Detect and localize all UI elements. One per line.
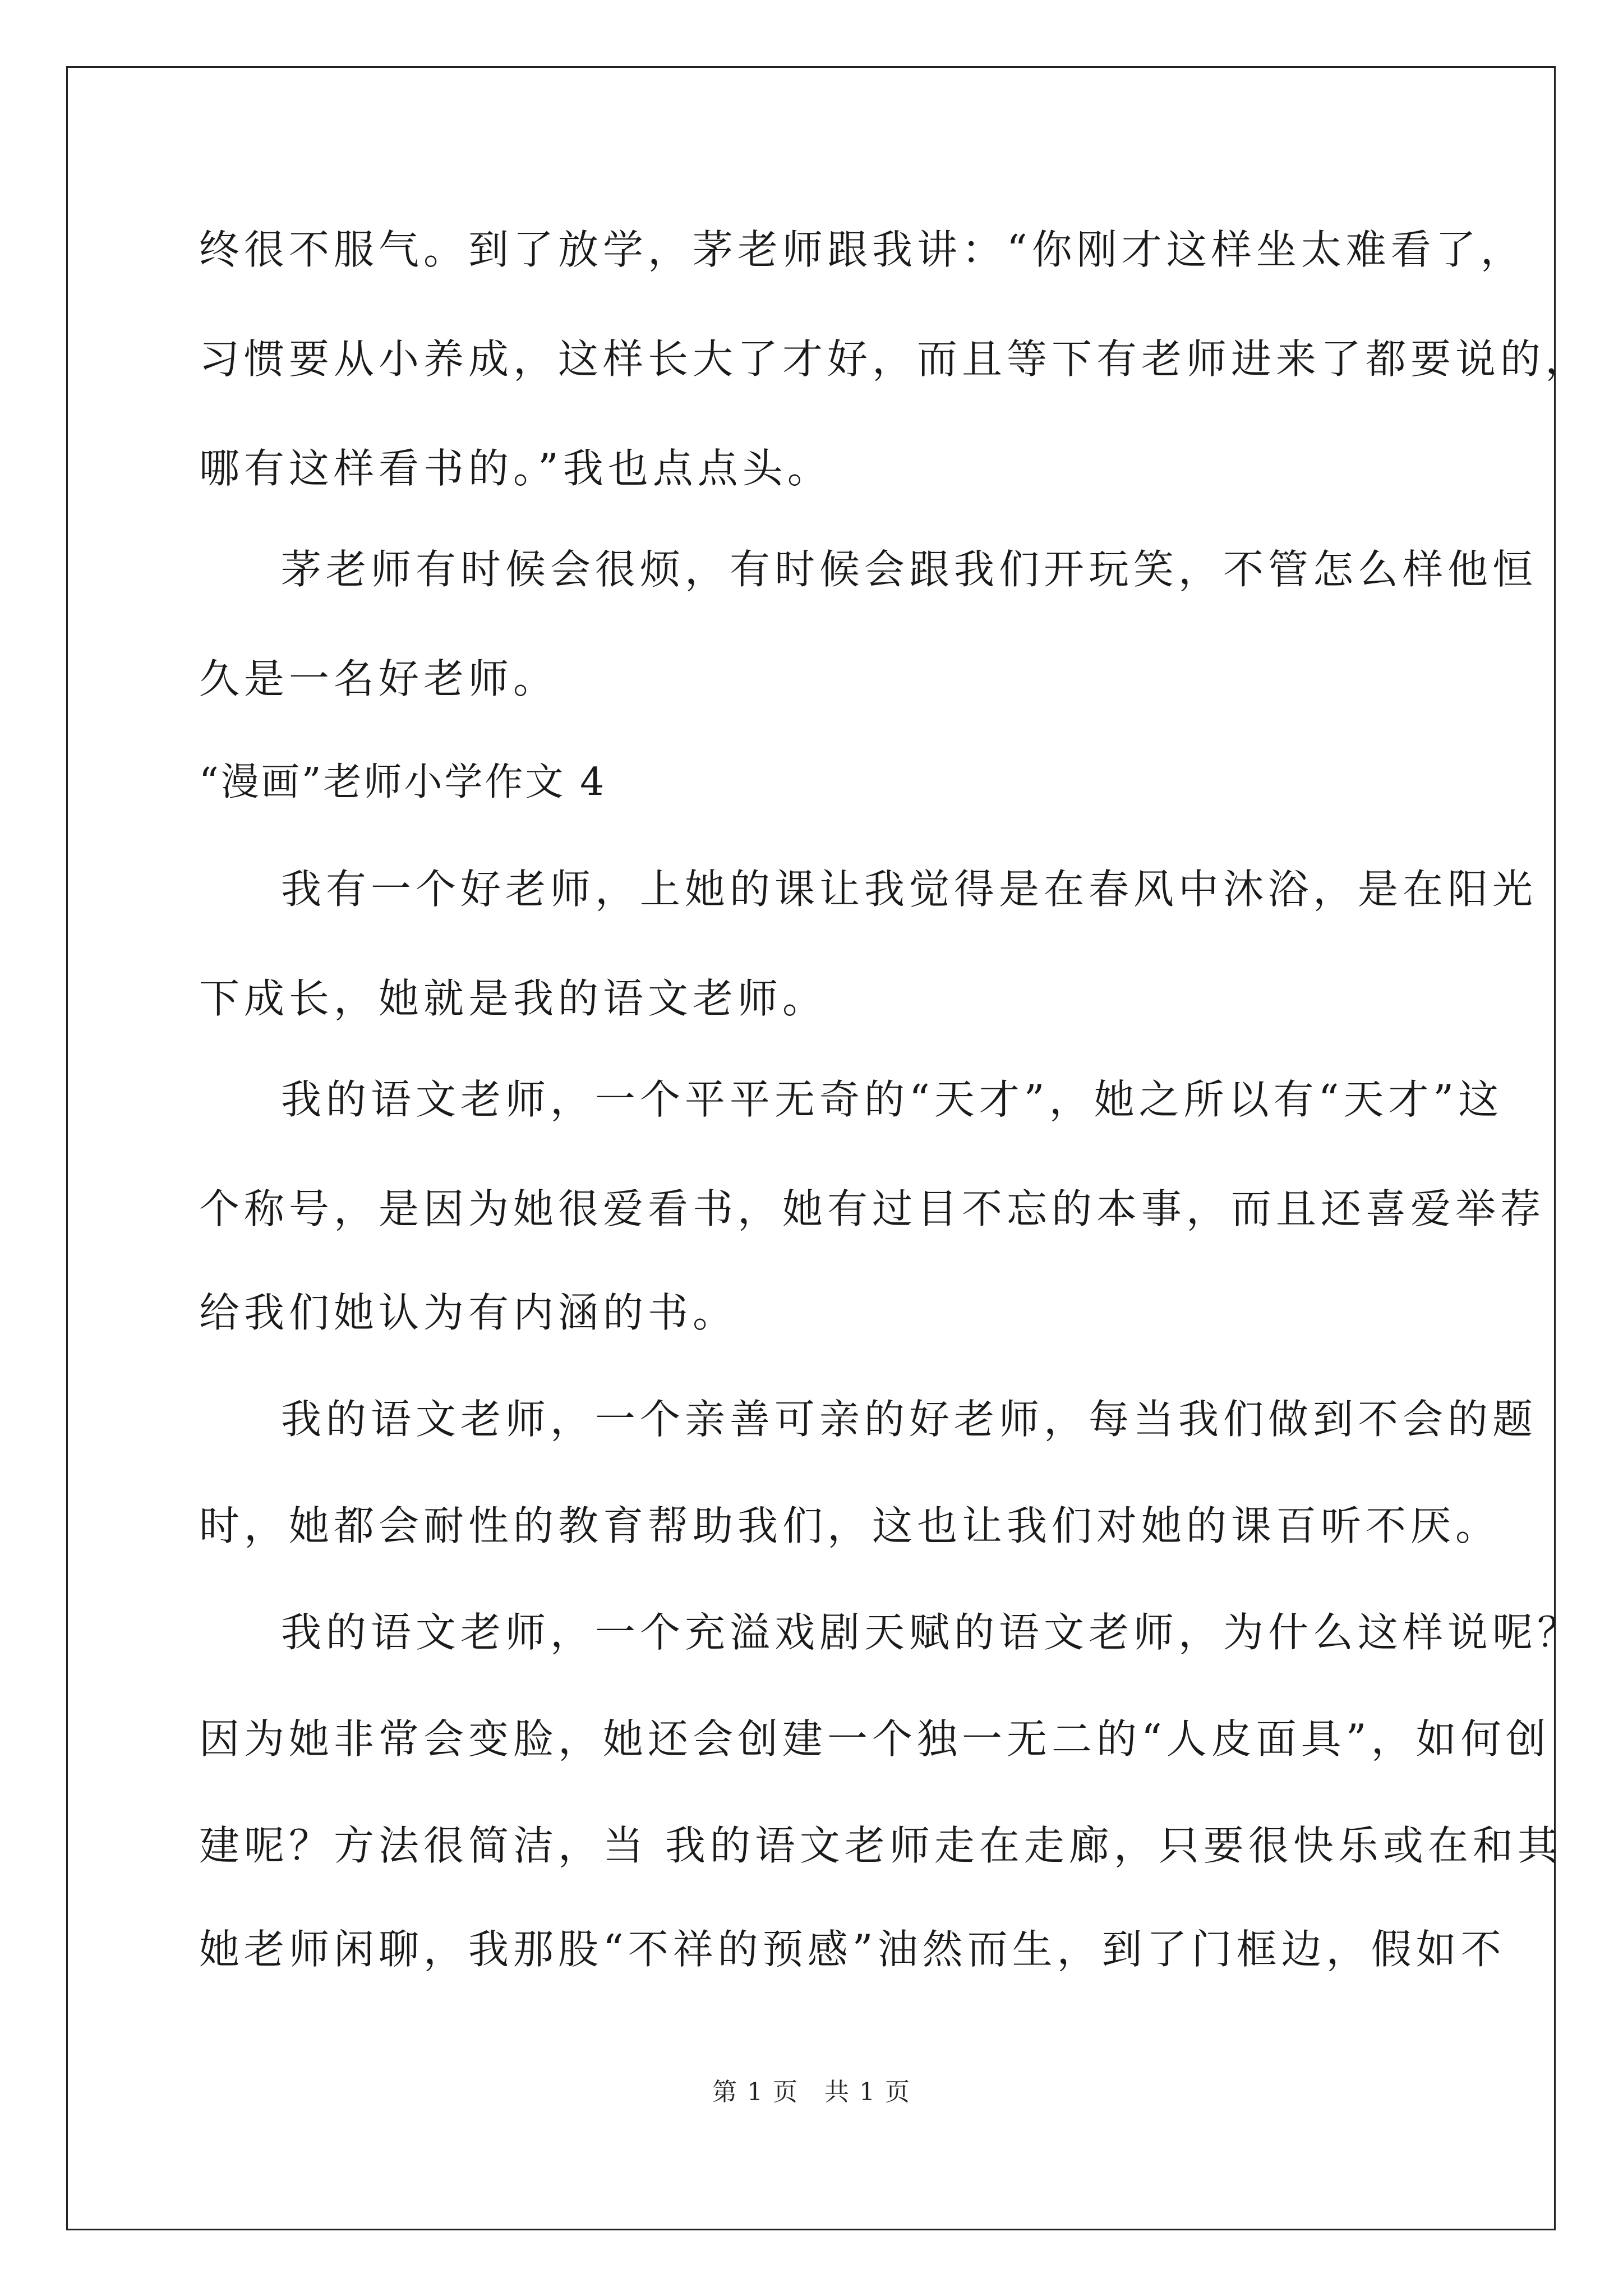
section-heading: “漫画”老师小学作文 4: [199, 760, 607, 804]
paragraph-line: 建呢？方法很简洁，当 我的语文老师走在走廊，只要很快乐或在和其: [199, 1822, 1562, 1869]
paragraph-line: 她老师闲聊，我那股“不祥的预感”油然而生，到了门框边，假如不: [199, 1926, 1506, 1973]
paragraph-line: 给我们她认为有内涵的书。: [199, 1289, 738, 1336]
paragraph-line: 我有一个好老师，上她的课让我觉得是在春风中沐浴，是在阳光: [281, 866, 1538, 913]
paragraph-line: 时，她都会耐性的教育帮助我们，这也让我们对她的课百听不厌。: [199, 1502, 1501, 1549]
paragraph-line: 习惯要从小养成，这样长大了才好，而且等下有老师进来了都要说的，: [199, 335, 1590, 383]
page-number-footer: 第 1 页 共 1 页: [712, 2078, 911, 2106]
page-border: [66, 66, 1556, 2230]
paragraph-line: 因为她非常会变脸，她还会创建一个独一无二的“人皮面具”，如何创: [199, 1715, 1551, 1763]
paragraph-line: 久是一名好老师。: [199, 655, 559, 702]
paragraph-line: 我的语文老师，一个平平无奇的“天才”，她之所以有“天才”这: [281, 1076, 1504, 1123]
paragraph-line: 茅老师有时候会很烦，有时候会跟我们开玩笑，不管怎么样他恒: [281, 546, 1538, 593]
paragraph-line: 终很不服气。到了放学，茅老师跟我讲：“你刚才这样坐太难看了，: [199, 226, 1525, 273]
paragraph-line: 我的语文老师，一个亲善可亲的好老师，每当我们做到不会的题: [281, 1396, 1538, 1443]
paragraph-line: 我的语文老师，一个充溢戏剧天赋的语文老师，为什么这样说呢？: [281, 1609, 1583, 1656]
paragraph-line: 哪有这样看书的。”我也点点头。: [199, 445, 832, 492]
paragraph-line: 下成长，她就是我的语文老师。: [199, 975, 828, 1022]
paragraph-line: 个称号，是因为她很爱看书，她有过目不忘的本事，而且还喜爱举荐: [199, 1185, 1546, 1232]
